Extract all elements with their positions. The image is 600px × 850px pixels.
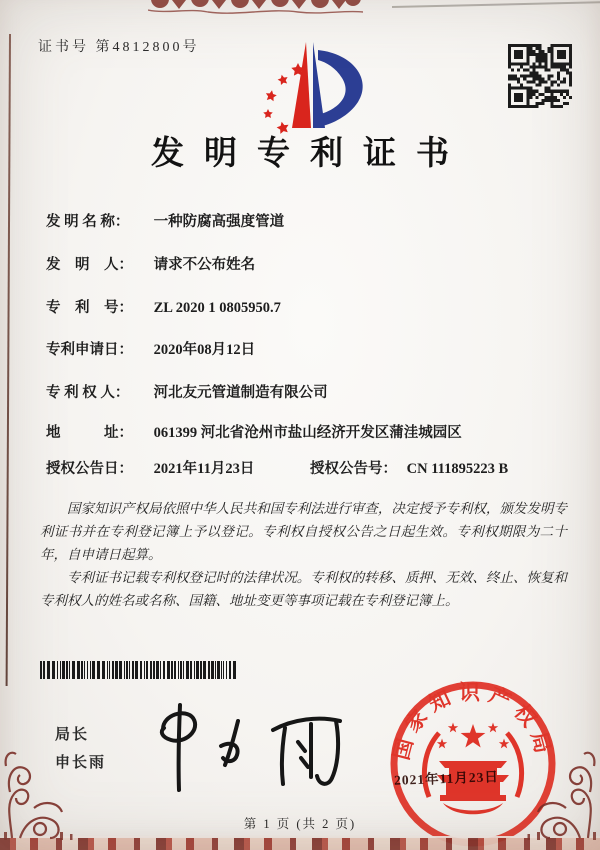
legal-text bbox=[40, 497, 567, 612]
page-number: 第 1 页 (共 2 页) bbox=[243, 817, 357, 831]
field-value: CN 111895223 B bbox=[406, 461, 509, 477]
corner-flourish-left bbox=[0, 748, 78, 840]
cnipa-logo-icon bbox=[226, 36, 382, 134]
field-label: 地 址： bbox=[46, 425, 133, 441]
bottom-border-band bbox=[0, 836, 600, 850]
certificate-title: 发明专利证书 bbox=[151, 136, 469, 172]
field-grant-number bbox=[310, 457, 508, 478]
field-label: 授权公告日： bbox=[46, 461, 133, 477]
field-value: 2020年08月12日 bbox=[153, 342, 256, 358]
field-value: 2021年11月23日 bbox=[153, 461, 255, 477]
field-patentee bbox=[46, 381, 576, 402]
director-title: 局长 bbox=[55, 726, 90, 743]
field-label: 发 明 名 称： bbox=[46, 214, 130, 230]
field-label: 发 明 人： bbox=[46, 257, 133, 273]
field-invention-name bbox=[46, 210, 576, 231]
legal-paragraph-1: 国家知识产权局依照中华人民共和国专利法进行审查，决定授予专利权，颁发发明专利证书并在专利登记簿上予以登记。专利权自授权公告之日起生效。专利权期限为二十年，自申请日起算。 bbox=[40, 501, 567, 562]
field-value: 一种防腐高强度管道 bbox=[153, 214, 285, 230]
field-inventor bbox=[46, 253, 576, 274]
director-name: 申长雨 bbox=[55, 754, 107, 771]
field-label: 专 利 权 人： bbox=[46, 385, 130, 401]
field-label: 授权公告号： bbox=[310, 461, 397, 477]
seal-date-overlay: 2021年11月23日 bbox=[393, 769, 500, 788]
photo-edge-line bbox=[392, 1, 600, 8]
qr-code-icon bbox=[508, 44, 572, 108]
seal-ring-text: 国家知识产权局 bbox=[389, 680, 557, 763]
barcode bbox=[40, 661, 238, 679]
field-patent-number bbox=[46, 296, 576, 317]
top-ornament-border bbox=[148, 0, 363, 16]
field-filing-date bbox=[46, 338, 576, 359]
field-value: 061399 河北省沧州市盐山经济开发区蒲洼城园区 bbox=[153, 425, 462, 441]
signature-handwriting bbox=[135, 697, 355, 797]
field-label: 专利申请日： bbox=[46, 342, 133, 358]
legal-paragraph-2: 专利证书记载专利权登记时的法律状况。专利权的转移、质押、无效、终止、恢复和专利权人的姓名或名称、国籍、地址变更等事项记载在专利登记簿上。 bbox=[40, 570, 567, 608]
field-address bbox=[46, 421, 576, 442]
field-value: ZL 2020 1 0805950.7 bbox=[153, 300, 281, 316]
field-value: 请求不公布姓名 bbox=[153, 257, 256, 273]
field-label: 专 利 号： bbox=[46, 300, 133, 316]
certificate-number: 证书号 第4812800号 bbox=[38, 40, 200, 55]
field-value: 河北友元管道制造有限公司 bbox=[153, 385, 328, 401]
field-grant-date bbox=[46, 457, 576, 478]
corner-flourish-right bbox=[522, 748, 600, 840]
